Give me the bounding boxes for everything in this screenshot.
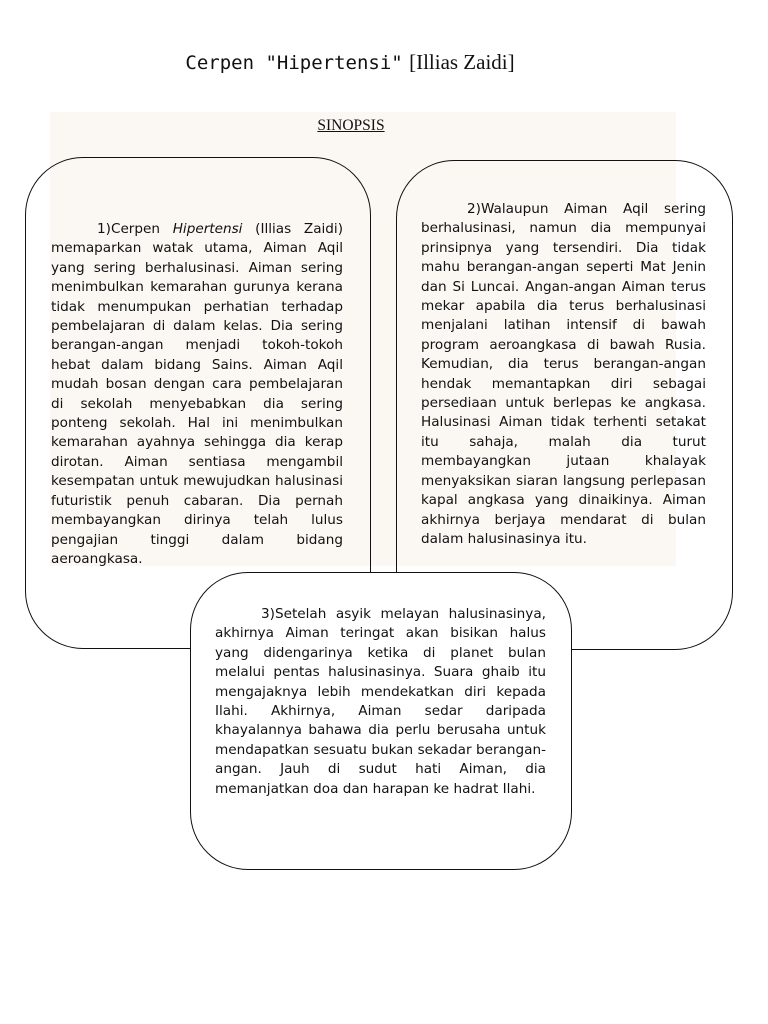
section-heading: SINOPSIS — [317, 117, 385, 134]
synopsis-paragraph-1 — [51, 220, 343, 569]
story-title: Cerpen "Hipertensi" — [185, 52, 403, 74]
paragraph-number: 3) — [261, 606, 275, 622]
paragraph-text: (Illias Zaidi) memaparkan watak utama, Aiman Aqil yang sering berhalusinasi. Aiman sering menimbulkan kemarahan gurunya kerana tidak menumpukan perhatian terhadap pembelajaran di dalam kelas. Dia sering berangan-angan menjadi tokoh-tokoh hebat dalam bidang Sains. Aiman Aqil mudah bosan dengan cara pembelajaran di sekolah menyebabkan dia sering ponteng sekolah. Hal ini menimbulkan kemarahan ayahnya sehingga dia kerap dirotan. Aiman sentiasa mengambil kesempatan untuk mewujudkan halusinasi futuristik penuh cabaran. Dia pernah membayangkan dirinya telah lulus pengajian tinggi dalam bidang aeroangkasa. — [51, 221, 344, 567]
paragraph-text: Setelah asyik melayan halusinasinya, akhirnya Aiman teringat akan bisikan halus yang didengarinya ketika di planet bulan melalui pentas halusinasinya. Suara ghaib itu mengajaknya lebih mendekatkan diri kepada Ilahi. Akhirnya, Aiman sedar daripada khayalannya bahawa dia perlu berusaha untuk mendapatkan sesuatu bukan sekadar berangan-angan. Jauh di sudut hati Aiman, dia memanjatkan doa dan harapan ke hadrat Ilahi. — [215, 606, 546, 797]
document-title — [0, 50, 700, 75]
synopsis-paragraph-2 — [421, 200, 706, 549]
paragraph-lead: Cerpen — [110, 221, 173, 237]
paragraph-number: 2) — [467, 201, 481, 217]
story-name-italic: Hipertensi — [172, 221, 243, 237]
paragraph-number: 1) — [97, 221, 111, 237]
paragraph-text: Walaupun Aiman Aqil sering berhalusinasi, namun dia mempunyai prinsipnya yang tersendiri. Dia tidak mahu berangan-angan seperti Mat Jenin dan Si Luncai. Angan-angan Aiman terus mekar apabila dia terus berhalusinasi menjalani latihan intensif di bawah program aeroangkasa di bawah Rusia. Kemudian, dia terus berangan-angan hendak memantapkan diri sebagai persediaan untuk berlepas ke angkasa. Halusinasi Aiman tidak terhenti setakat itu sahaja, malah dia turut membayangkan jutaan khalayak menyaksikan siaran langsung perlepasan kapal angkasa yang dinaikinya. Aiman akhirnya berjaya mendarat di bulan dalam halusinasinya itu. — [421, 201, 706, 547]
author-name: [Illias Zaidi] — [409, 50, 515, 74]
synopsis-paragraph-3 — [215, 605, 546, 799]
